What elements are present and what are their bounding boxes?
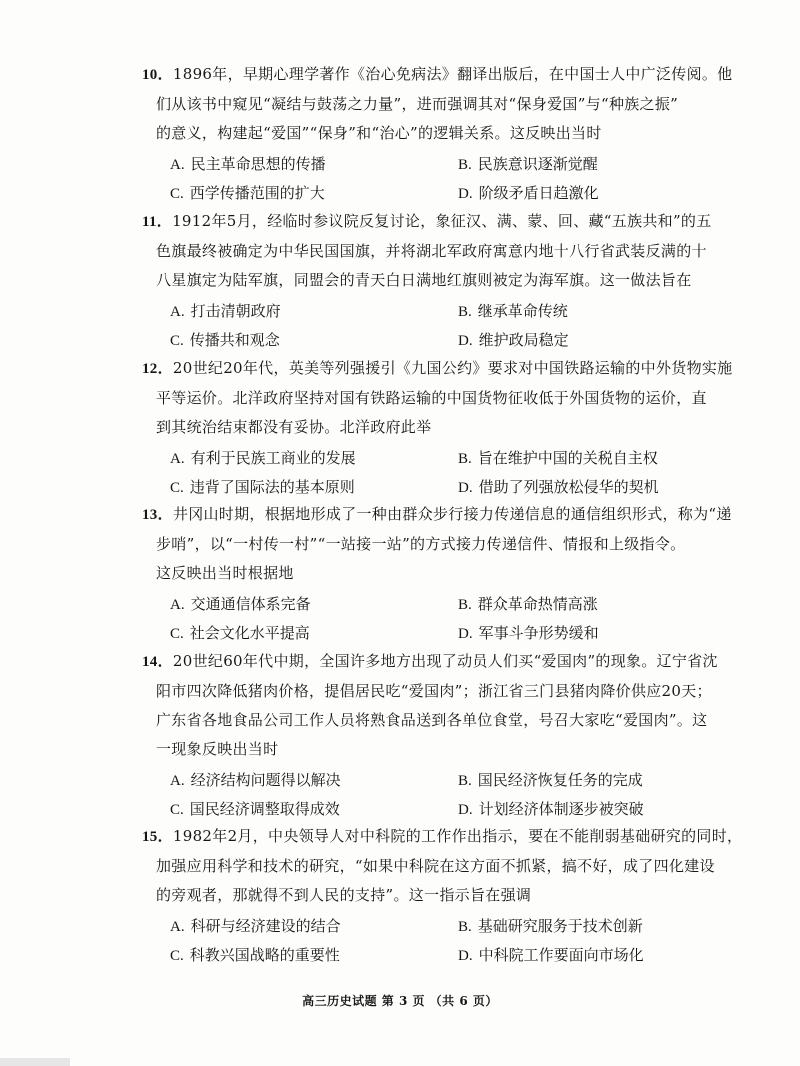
option-d[interactable]: D. 军事斗争形势缓和 <box>458 624 599 642</box>
stem-line: 井冈山时期，根据地形成了一种由群众步行接力传递信息的通信组织形式，称为“递 <box>172 505 732 523</box>
stem-line: 的意义，构建起“爱国”“保身”和“治心”的逻辑关系。这反映出当时 <box>156 124 602 142</box>
option-text: 西学传播范围的扩大 <box>189 184 325 202</box>
option-b[interactable]: B. 旨在维护中国的关税自主权 <box>458 449 658 467</box>
option-text: 民族意识逐渐觉醒 <box>477 155 598 173</box>
options-grid <box>142 297 712 355</box>
question-number: 14． <box>142 654 173 670</box>
page-footer: 高三历史试题 第 3 页 （共 6 页） <box>302 994 498 1008</box>
option-text: 违背了国际法的基本原则 <box>189 478 355 496</box>
option-b[interactable]: B. 民族意识逐渐觉醒 <box>458 155 598 173</box>
option-text: 国民经济调整取得成效 <box>189 800 340 818</box>
question-15 <box>142 822 743 970</box>
stem-line: 步哨”，以“一村传一村”“一站接一站”的方式接力传递信件、情报和上级指令。 <box>156 535 686 553</box>
question-number: 15． <box>142 829 173 845</box>
option-b[interactable]: B. 国民经济恢复任务的完成 <box>458 771 643 789</box>
stem-line: 这反映出当时根据地 <box>156 564 294 582</box>
option-text: 群众革命热情高涨 <box>477 595 598 613</box>
option-text: 旨在维护中国的关税自主权 <box>477 449 658 467</box>
stem-line: 平等运价。北洋政府坚持对国有铁路运输的中国货物征收低于外国货物的运价，直 <box>156 389 707 407</box>
stem-line: 1912年5月，经临时参议院反复讨论，象征汉、满、蒙、回、藏“五族共和”的五 <box>172 212 712 230</box>
question-11 <box>142 207 712 355</box>
option-text: 社会文化水平提高 <box>189 624 310 642</box>
option-a[interactable]: A. 打击清朝政府 <box>170 302 281 320</box>
question-number: 12． <box>142 361 173 377</box>
stem-line: 到其统治结束都没有妥协。北洋政府此举 <box>156 418 432 436</box>
stem-line: 八星旗定为陆军旗，同盟会的青天白日满地红旗则被定为海军旗。这一做法旨在 <box>156 271 692 289</box>
option-text: 军事斗争形势缓和 <box>478 624 599 642</box>
stem-line: 们从该书中窥见“凝结与鼓荡之力量”，进而强调其对“保身爱国”与“种族之振” <box>156 95 679 113</box>
option-text: 基础研究服务于技术创新 <box>477 917 643 935</box>
option-d[interactable]: D. 计划经济体制逐步被突破 <box>458 800 644 818</box>
stem-line: 的旁观者，那就得不到人民的支持”。这一指示旨在强调 <box>156 886 532 904</box>
option-text: 民主革命思想的传播 <box>190 155 326 173</box>
question-stem <box>142 822 743 910</box>
question-stem <box>142 354 733 442</box>
option-text: 阶级矛盾日趋激化 <box>478 184 599 202</box>
stem-line: 加强应用科学和技术的研究，“如果中科院在这方面不抓紧，搞不好，成了四化建设 <box>156 857 715 875</box>
question-stem <box>142 647 718 764</box>
option-c[interactable]: C. 传播共和观念 <box>170 331 280 349</box>
option-c[interactable]: C. 科教兴国战略的重要性 <box>170 946 340 964</box>
stem-line: 1896年，早期心理学著作《治心免病法》翻译出版后，在中国士人中广泛传阅。他 <box>172 65 733 83</box>
question-stem <box>142 207 712 295</box>
question-stem <box>142 60 733 148</box>
question-number: 11． <box>142 214 173 230</box>
options-grid <box>142 912 712 970</box>
option-a[interactable]: A. 科研与经济建设的结合 <box>170 917 341 935</box>
options-grid <box>142 444 712 502</box>
stem-line: 1982年2月，中央领导人对中科院的工作作出指示，要在不能削弱基础研究的同时， <box>172 827 743 845</box>
question-stem <box>142 500 732 588</box>
option-a[interactable]: A. 交通通信体系完备 <box>170 595 311 613</box>
option-text: 有利于民族工商业的发展 <box>190 449 356 467</box>
option-a[interactable]: A. 有利于民族工商业的发展 <box>170 449 356 467</box>
option-text: 继承革命传统 <box>477 302 568 320</box>
option-b[interactable]: B. 群众革命热情高涨 <box>458 595 598 613</box>
options-grid <box>142 150 712 208</box>
question-number: 13． <box>142 507 173 523</box>
option-a[interactable]: A. 经济结构问题得以解决 <box>170 771 341 789</box>
stem-line: 广东省各地食品公司工作人员将熟食品送到各单位食堂，号召大家吃“爱国肉”。这 <box>156 711 708 729</box>
question-number: 10． <box>142 67 173 83</box>
option-d[interactable]: D. 中科院工作要面向市场化 <box>458 946 644 964</box>
question-12 <box>142 354 733 502</box>
question-13 <box>142 500 732 648</box>
option-b[interactable]: B. 继承革命传统 <box>458 302 568 320</box>
option-text: 计划经济体制逐步被突破 <box>478 800 644 818</box>
option-text: 打击清朝政府 <box>190 302 281 320</box>
option-text: 科研与经济建设的结合 <box>190 917 341 935</box>
option-c[interactable]: C. 社会文化水平提高 <box>170 624 310 642</box>
stem-line: 色旗最终被确定为中华民国国旗，并将湖北军政府寓意内地十八行省武装反满的十 <box>156 242 707 260</box>
option-text: 借助了列强放松侵华的契机 <box>478 478 659 496</box>
question-14 <box>142 647 718 824</box>
option-d[interactable]: D. 阶级矛盾日趋激化 <box>458 184 599 202</box>
option-text: 维护政局稳定 <box>478 331 569 349</box>
option-c[interactable]: C. 违背了国际法的基本原则 <box>170 478 355 496</box>
options-grid <box>142 766 712 824</box>
option-a[interactable]: A. 民主革命思想的传播 <box>170 155 326 173</box>
stem-line: 阳市四次降低猪肉价格，提倡居民吃“爱国肉”；浙江省三门县猪肉降价供应20天； <box>156 682 712 700</box>
stem-line: 20世纪20年代，英美等列强援引《九国公约》要求对中国铁路运输的中外货物实施 <box>172 359 733 377</box>
scan-edge-shadow <box>0 1058 70 1066</box>
stem-line: 20世纪60年代中期，全国许多地方出现了动员人们买“爱国肉”的现象。辽宁省沈 <box>172 652 718 670</box>
option-text: 科教兴国战略的重要性 <box>189 946 340 964</box>
options-grid <box>142 590 712 648</box>
option-text: 交通通信体系完备 <box>190 595 311 613</box>
option-d[interactable]: D. 借助了列强放松侵华的契机 <box>458 478 659 496</box>
option-c[interactable]: C. 西学传播范围的扩大 <box>170 184 325 202</box>
stem-line: 一现象反映出当时 <box>156 740 279 758</box>
option-text: 经济结构问题得以解决 <box>190 771 341 789</box>
question-10 <box>142 60 733 208</box>
option-d[interactable]: D. 维护政局稳定 <box>458 331 569 349</box>
option-text: 传播共和观念 <box>189 331 280 349</box>
option-b[interactable]: B. 基础研究服务于技术创新 <box>458 917 643 935</box>
option-text: 中科院工作要面向市场化 <box>478 946 644 964</box>
option-text: 国民经济恢复任务的完成 <box>477 771 643 789</box>
option-c[interactable]: C. 国民经济调整取得成效 <box>170 800 340 818</box>
